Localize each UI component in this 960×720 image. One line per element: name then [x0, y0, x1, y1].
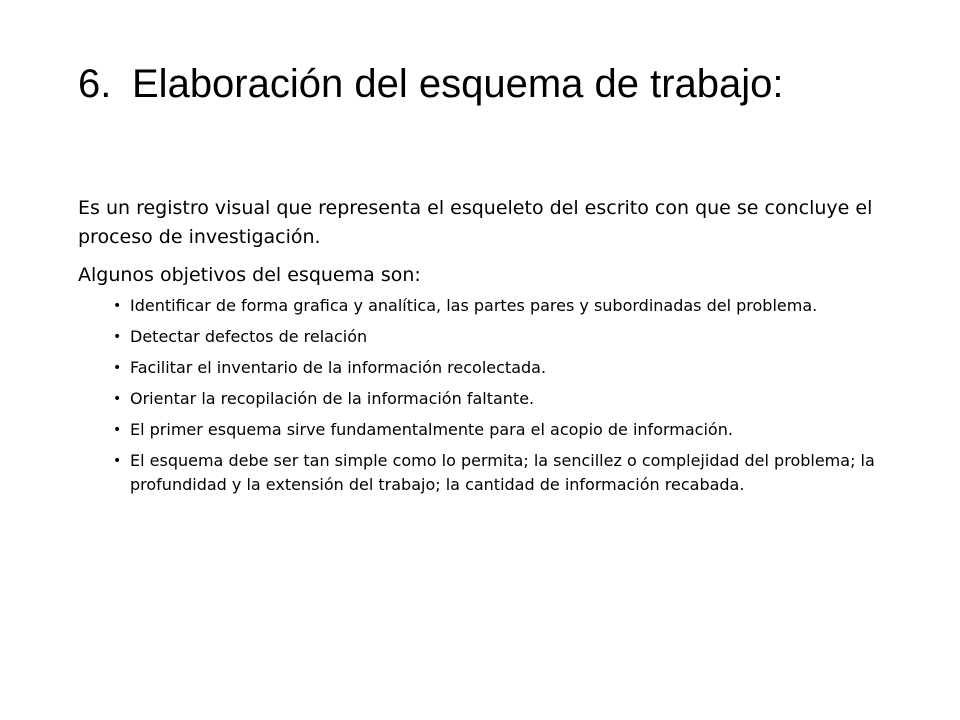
- slide-body: [78, 194, 888, 504]
- list-item-text: El esquema debe ser tan simple como lo permita; la sencillez o complejidad del problema; la profundidad y la extensión del trabajo; la cantidad de información recabada.: [130, 451, 875, 494]
- intro-paragraph: Es un registro visual que representa el esqueleto del escrito con que se concluye el proceso de investigación.: [78, 197, 873, 248]
- list-item-text: Orientar la recopilación de la información faltante.: [130, 389, 535, 408]
- bullet-icon: •: [113, 360, 122, 376]
- list-item: [113, 325, 888, 349]
- objectives-lead: Algunos objetivos del esquema son:: [78, 264, 421, 286]
- slide-title: [78, 58, 938, 110]
- list-item-text: Facilitar el inventario de la información recolectada.: [130, 358, 547, 377]
- title-text: Elaboración del esquema de trabajo:: [132, 62, 784, 106]
- list-item-text: Detectar defectos de relación: [130, 327, 368, 346]
- list-item-text: Identificar de forma grafica y analítica, las partes pares y subordinadas del problema.: [130, 296, 818, 315]
- bullet-icon: •: [113, 453, 122, 469]
- list-item: [113, 418, 888, 442]
- title-number: 6.: [78, 62, 112, 106]
- list-item: [113, 294, 888, 318]
- list-item: [113, 356, 888, 380]
- bullet-icon: •: [113, 329, 122, 345]
- objectives-list: [78, 294, 888, 497]
- bullet-icon: •: [113, 422, 122, 438]
- bullet-icon: •: [113, 298, 122, 314]
- list-item: [113, 387, 888, 411]
- list-item-text: El primer esquema sirve fundamentalmente para el acopio de información.: [130, 420, 733, 439]
- list-item: [113, 449, 888, 497]
- bullet-icon: •: [113, 391, 122, 407]
